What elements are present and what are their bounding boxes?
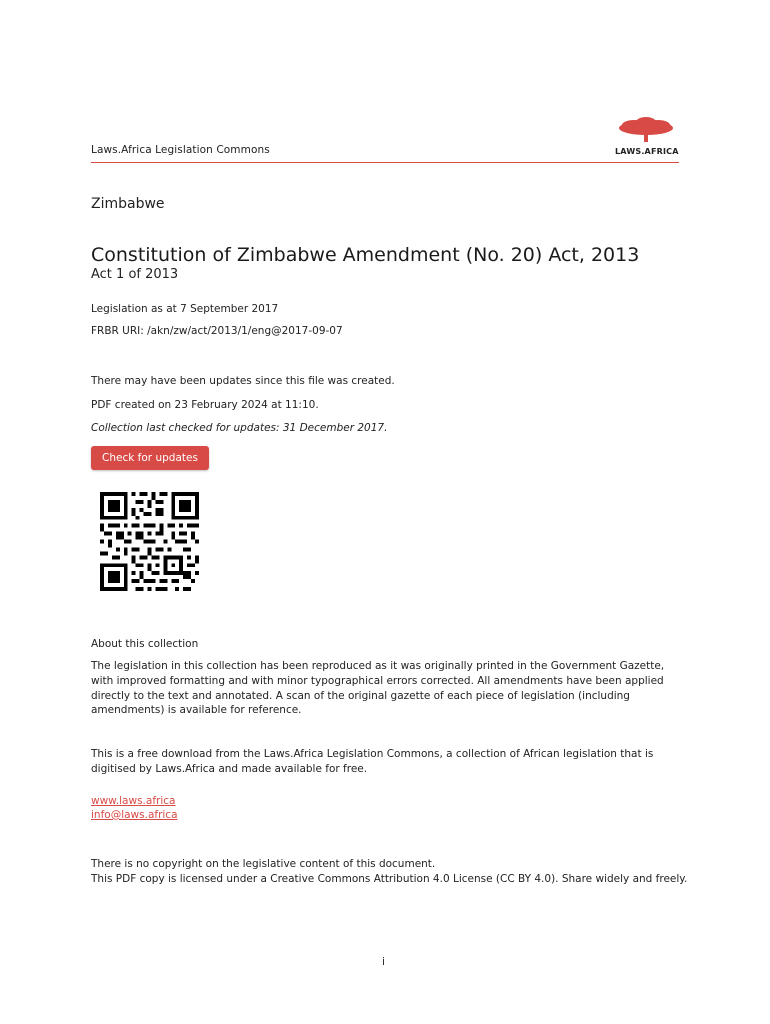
legislation-date: Legislation as at 7 September 2017	[91, 303, 279, 315]
document-subtitle: Act 1 of 2013	[91, 267, 179, 282]
license-note: This PDF copy is licensed under a Creative Commons Attribution 4.0 License (CC BY 4.0). Share widely and freely.	[91, 873, 688, 885]
document-title: Constitution of Zimbabwe Amendment (No. 20) Act, 2013	[91, 244, 640, 266]
about-paragraph: The legislation in this collection has been reproduced as it was originally printed in the Government Gazette, with improved formatting and with minor typographical errors corrected. All amendments have been applied directly to the text and annotated. A scan of the original gazette of each piece of legislation (including amendments) is available for reference.	[91, 660, 665, 717]
website-link[interactable]: www.laws.africa	[91, 795, 176, 807]
pdf-created-note: PDF created on 23 February 2024 at 11:10.	[91, 399, 319, 411]
header-divider	[91, 162, 679, 163]
page-number: i	[382, 956, 385, 968]
updates-note: There may have been updates since this file was created.	[91, 375, 395, 387]
logo-text: LAWS.AFRICA	[615, 147, 679, 156]
copyright-note: There is no copyright on the legislative content of this document.	[91, 858, 436, 870]
collection-name: Laws.Africa Legislation Commons	[91, 144, 270, 156]
check-for-updates-button[interactable]: Check for updates	[91, 446, 209, 470]
about-heading: About this collection	[91, 638, 199, 650]
qr-code-icon[interactable]	[100, 492, 199, 591]
collection-checked-note: Collection last checked for updates: 31 December 2017.	[91, 422, 388, 434]
free-download-paragraph: This is a free download from the Laws.Africa Legislation Commons, a collection of African legislation that is digitised by Laws.Africa and made available for free.	[91, 748, 654, 775]
frbr-uri: FRBR URI: /akn/zw/act/2013/1/eng@2017-09-07	[91, 325, 343, 337]
email-link[interactable]: info@laws.africa	[91, 809, 178, 821]
country-label: Zimbabwe	[91, 196, 165, 212]
